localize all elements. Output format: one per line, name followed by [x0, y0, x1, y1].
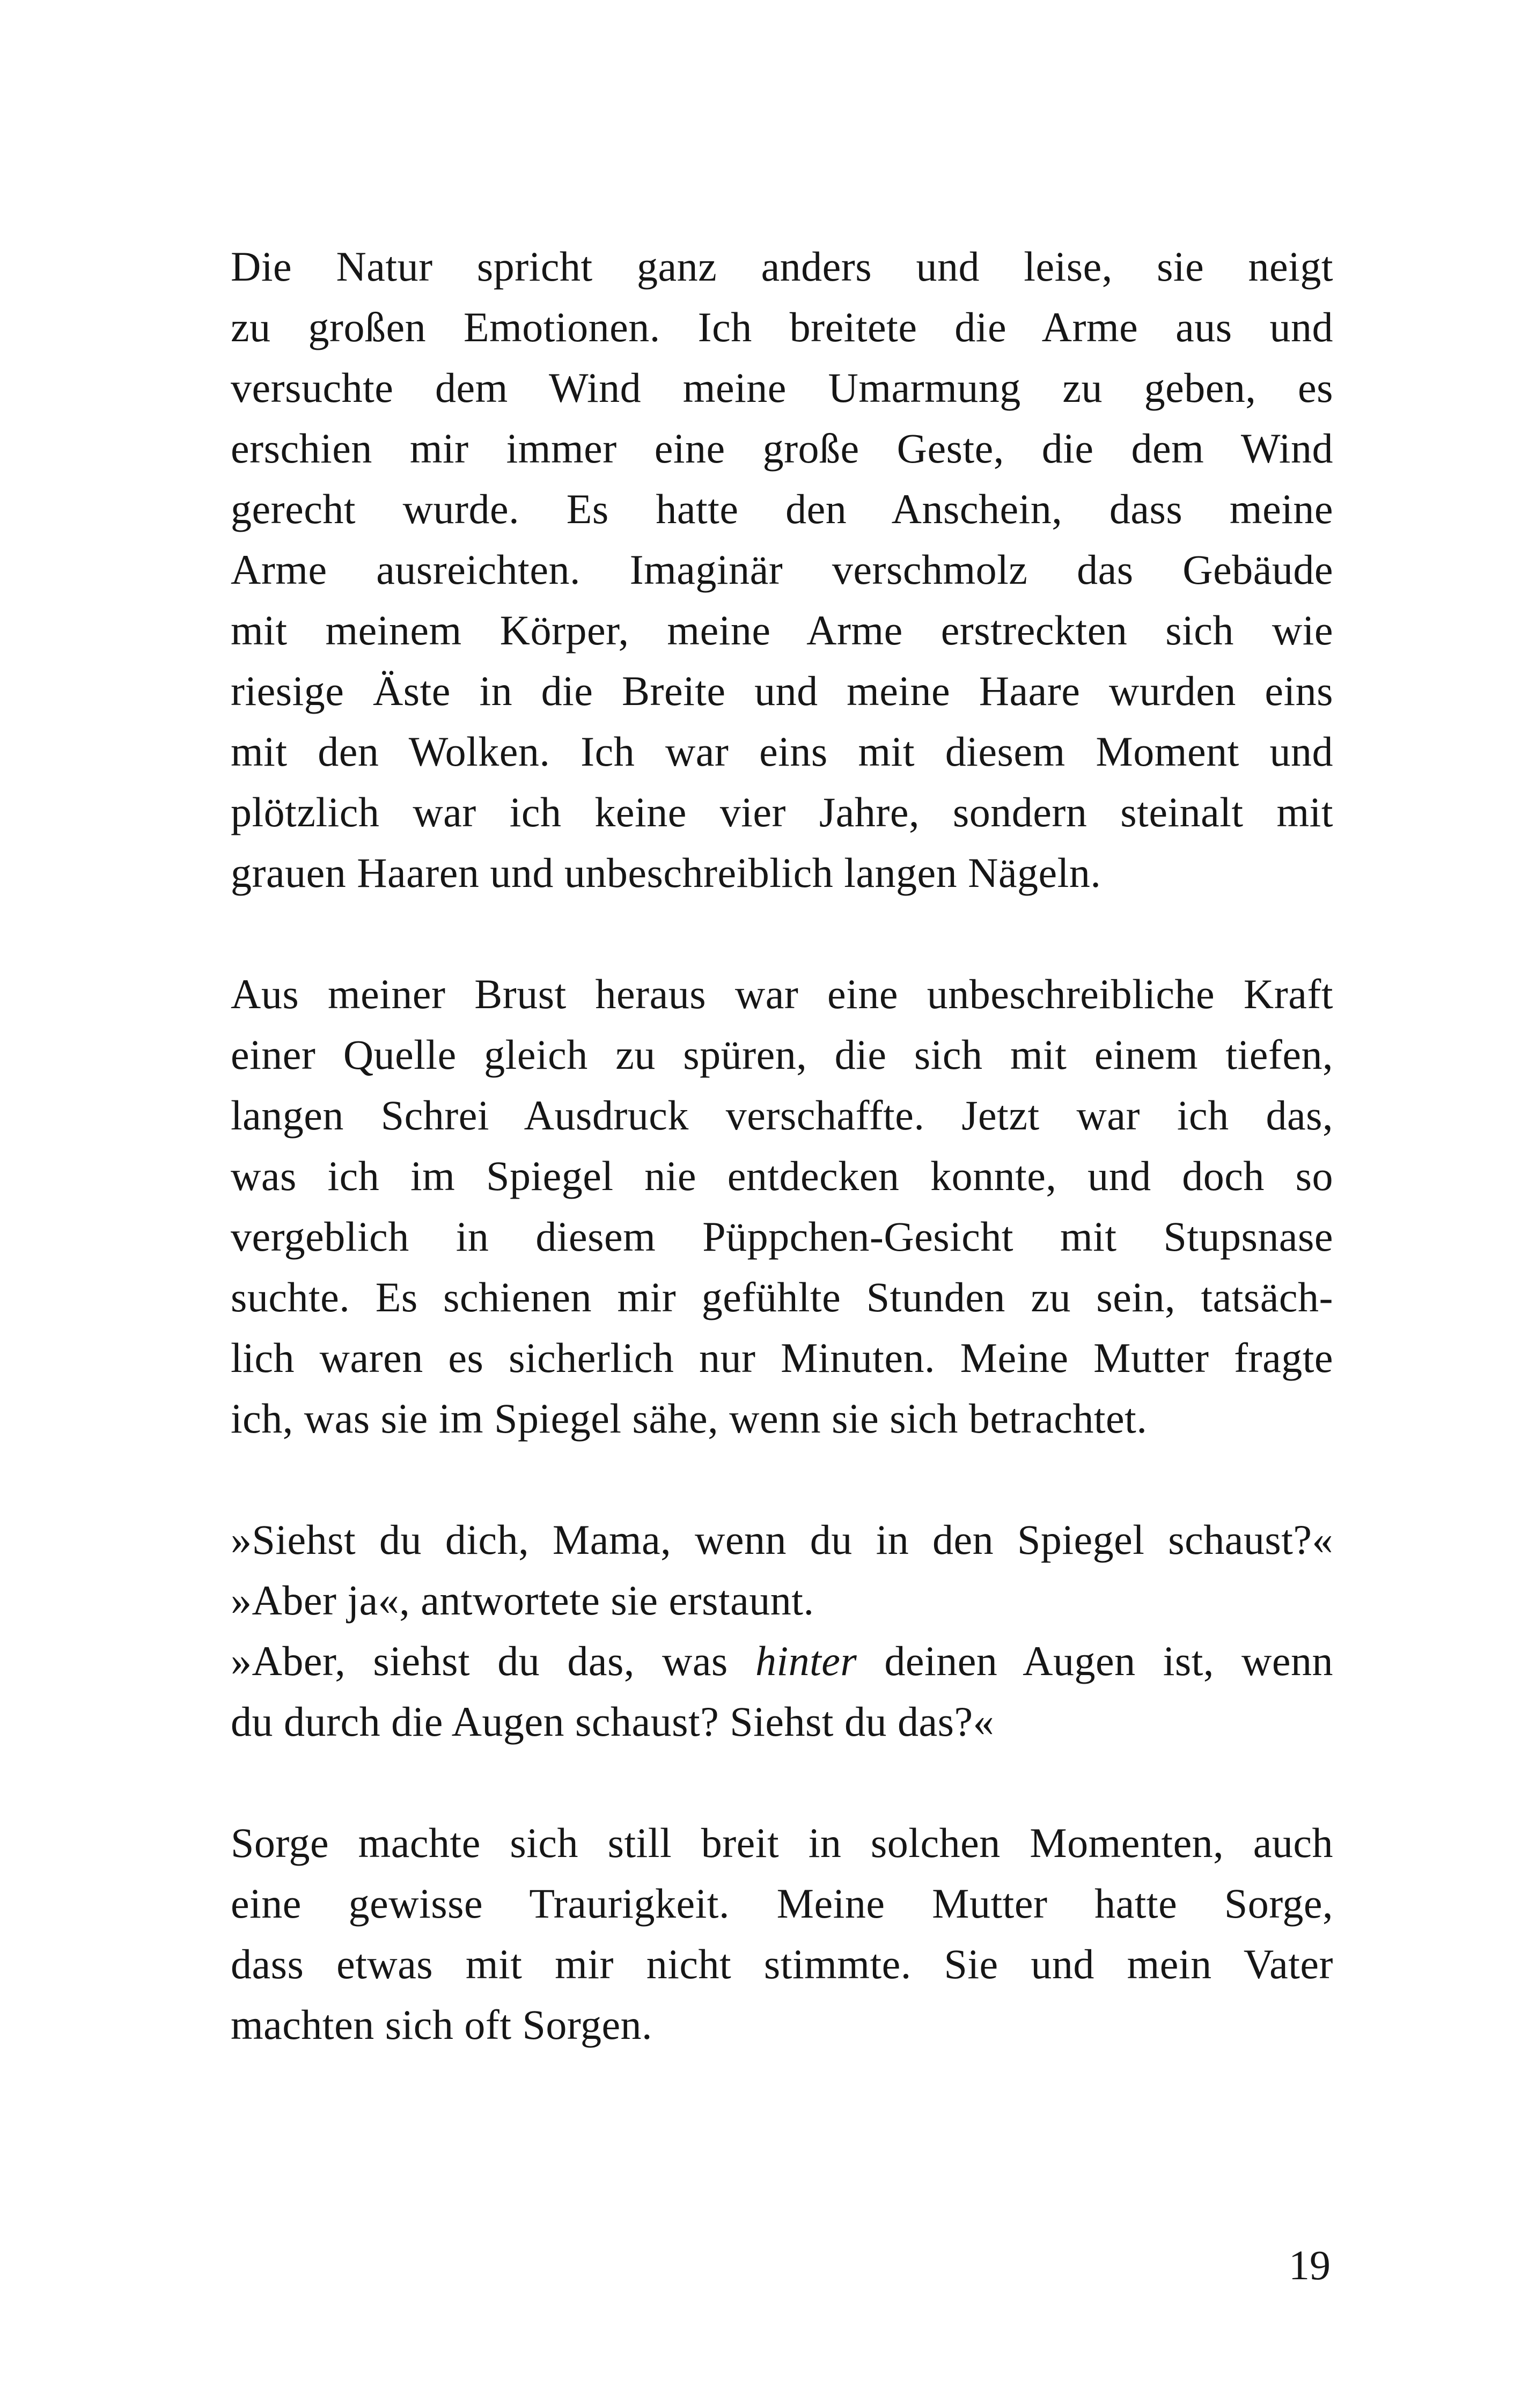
- text-line: suchte. Es schienen mir gefühlte Stunden zu sein, tatsäch-: [231, 1274, 1333, 1320]
- dialogue-line: »Siehst du dich, Mama, wenn du in den Spiegel schaust?«: [231, 1516, 1333, 1563]
- paragraph-dialogue: [231, 1509, 1333, 1752]
- dialogue-text: »Aber, siehst du das, was: [231, 1638, 755, 1684]
- text-line: grauen Haaren und unbeschreiblich langen Nägeln.: [231, 849, 1101, 896]
- text-line: einer Quelle gleich zu spüren, die sich mit einem tiefen,: [231, 1031, 1333, 1078]
- text-line: was ich im Spiegel nie entdecken konnte, und doch so: [231, 1152, 1333, 1199]
- text-line: ich, was sie im Spiegel sähe, wenn sie sich betrachtet.: [231, 1395, 1148, 1442]
- text-line: gerecht wurde. Es hatte den Anschein, dass meine: [231, 486, 1333, 532]
- text-block: [231, 236, 1333, 2055]
- italic-word: hinter: [755, 1638, 857, 1684]
- text-line: zu großen Emotionen. Ich breitete die Arme aus und: [231, 304, 1333, 350]
- text-line: Arme ausreichten. Imaginär verschmolz das Gebäude: [231, 546, 1333, 593]
- paragraph-2: [231, 964, 1333, 1449]
- text-line: riesige Äste in die Breite und meine Haare wurden eins: [231, 667, 1333, 714]
- text-line: erschien mir immer eine große Geste, die dem Wind: [231, 425, 1333, 472]
- text-line: mit meinem Körper, meine Arme erstreckten sich wie: [231, 607, 1333, 654]
- text-line: langen Schrei Ausdruck verschaffte. Jetzt war ich das,: [231, 1092, 1333, 1139]
- text-line: plötzlich war ich keine vier Jahre, sondern steinalt mit: [231, 789, 1333, 835]
- text-line: versuchte dem Wind meine Umarmung zu geben, es: [231, 364, 1333, 411]
- text-line: eine gewisse Traurigkeit. Meine Mutter hatte Sorge,: [231, 1880, 1333, 1927]
- text-line: dass etwas mit mir nicht stimmte. Sie und mein Vater: [231, 1941, 1333, 1987]
- text-line: mit den Wolken. Ich war eins mit diesem Moment und: [231, 728, 1333, 775]
- dialogue-line: »Aber ja«, antwortete sie erstaunt.: [231, 1577, 814, 1624]
- dialogue-line: [231, 1631, 1333, 1691]
- text-line: Die Natur spricht ganz anders und leise, sie neigt: [231, 243, 1333, 290]
- dialogue-line: du durch die Augen schaust? Siehst du das?«: [231, 1698, 995, 1745]
- text-line: Aus meiner Brust heraus war eine unbeschreibliche Kraft: [231, 971, 1333, 1017]
- paragraph-1: [231, 236, 1333, 903]
- text-line: lich waren es sicherlich nur Minuten. Meine Mutter fragte: [231, 1334, 1333, 1381]
- page-number: 19: [1289, 2242, 1331, 2288]
- dialogue-text: deinen Augen ist, wenn: [857, 1638, 1334, 1684]
- text-line: vergeblich in diesem Püppchen-Gesicht mit Stupsnase: [231, 1213, 1333, 1260]
- text-line: Sorge machte sich still breit in solchen Momenten, auch: [231, 1819, 1333, 1866]
- text-line: machten sich oft Sorgen.: [231, 2001, 653, 2048]
- paragraph-4: [231, 1812, 1333, 2055]
